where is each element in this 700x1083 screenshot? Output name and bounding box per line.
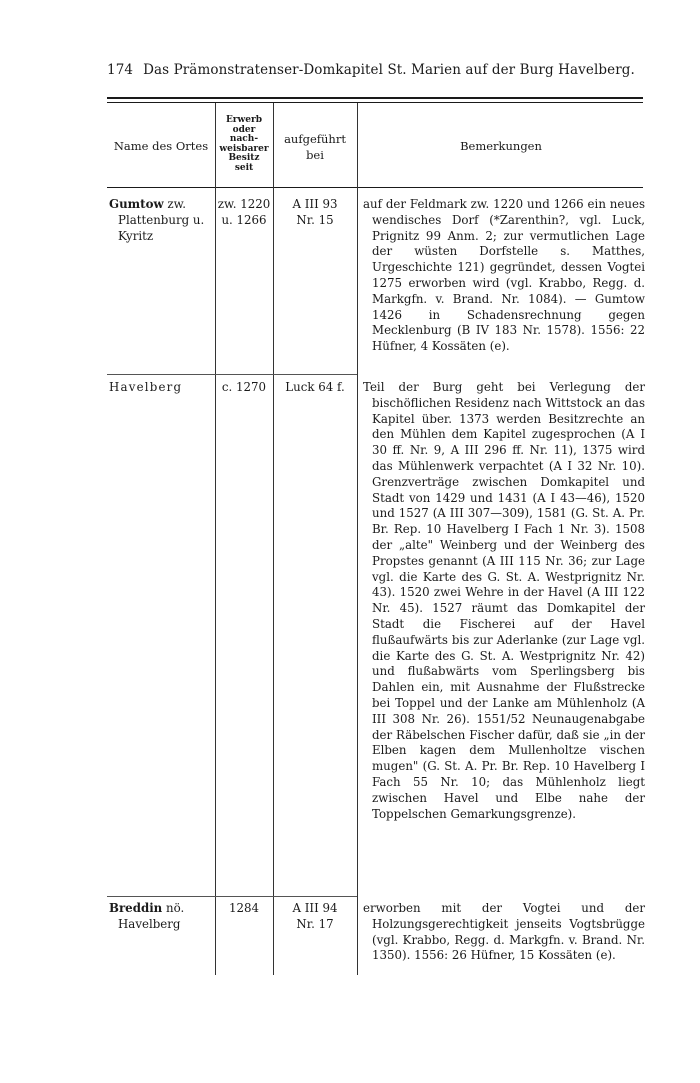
row-gumtow-name [107,197,215,244]
place-location: zw. [163,197,187,211]
row-breddin-aufgefuehrt [273,901,357,933]
row-havelberg-name [109,380,215,396]
reference-value: Nr. 15 [296,212,334,227]
header-aufgefuehrt-line: aufgeführt [284,132,346,146]
header-erwerb [215,116,273,174]
row-gumtow-aufgefuehrt [273,197,357,229]
header-erwerb-line: weisbarer [219,143,269,154]
place-location-line: Havelberg [118,916,181,931]
column-divider-3 [357,103,358,975]
place-name: Gumtow [109,197,164,211]
column-divider-1 [215,103,216,975]
row-gumtow-erwerb [215,197,273,229]
row-breddin-erwerb [215,901,273,917]
page-number: 174 [107,62,134,78]
header-erwerb-line: Erwerb [225,115,263,125]
place-location-line: Kyritz [118,228,154,243]
header-erwerb-line: nach- [229,134,259,145]
row-breddin-name [107,901,215,933]
row-breddin-remarks: erworben mit der Vogtei und der Holzungsgerechtigkeit jenseits Vogtsbrügge (vgl. Krabbo, Regg. d. Markgfn. v. Brand. Nr. 1350). 1556: 26 Hüfner, 15 Kossäten (e). [363,901,645,963]
reference-value: Luck 64 f. [285,380,345,394]
row-gumtow-remarks: auf der Feldmark zw. 1220 und 1266 ein neues wendisches Dorf (*Zarenthin?, vgl. Luck, Prignitz 99 Anm. 2; zur vermutlichen Lage der wüsten Dorfstelle s. Matthes, Urgeschichte 121) gegründet, dessen Vogtei 1275 erworben wird (vgl. Krabbo, Regg. d. Markgfn. v. Brand. Nr. 1084). — Gumtow 1426 in Schadensrechnung gegen Mecklenburg (B IV 183 Nr. 1578). 1556: 22 Hüfner, 4 Kossäten (e). [363,197,645,354]
place-location-line: Plattenburg u. [118,212,205,227]
reference-value: A III 94 [292,901,338,915]
row-separator [215,374,273,375]
erwerb-value: 1284 [228,901,260,915]
place-location: nö. [162,901,185,915]
erwerb-value: zw. 1220 [217,197,271,211]
header-aufgefuehrt [273,131,357,163]
running-head [107,62,647,78]
header-erwerb-line: oder [232,124,256,135]
top-rule-thin [107,102,643,103]
erwerb-value: u. 1266 [221,212,267,227]
erwerb-value: c. 1270 [221,380,267,394]
reference-value: Nr. 17 [296,916,334,931]
row-havelberg-erwerb [215,380,273,396]
header-bottom-rule [107,187,643,188]
row-separator [273,374,357,375]
place-name: Breddin [109,901,163,915]
place-name: Havelberg [109,380,183,394]
header-erwerb-line: seit [234,162,254,173]
header-aufgefuehrt-line: bei [306,148,324,162]
reference-value: A III 93 [292,197,338,211]
row-separator [273,896,357,897]
header-bemerkungen: Bemerkungen [460,139,542,153]
header-erwerb-line: Besitz [228,153,260,164]
row-havelberg-remarks: Teil der Burg geht bei Verlegung der bischöflichen Residenz nach Wittstock an das Kapitel über. 1373 werden Besitzrechte an den Mühlen dem Kapitel zugesprochen (A I 30 ff. Nr. 9, A III 296 ff. Nr. 11), 1375 wird das Mühlenwerk verpachtet (A I 32 Nr. 10). Grenzverträge zwischen Domkapitel und Stadt von 1429 und 1431 (A I 43—46), 1520 und 1527 (A III 307—309), 1581 (G. St. A. Pr. Br. Rep. 10 Havelberg I Fach 1 Nr. 3). 1508 der „alte" Weinberg und der Weinberg des Propstes genannt (A III 115 Nr. 36; zur Lage vgl. die Karte des G. St. A. Westprignitz Nr. 43). 1520 zwei Wehre in der Havel (A III 122 Nr. 45). 1527 räumt das Domkapitel der Stadt die Fischerei auf der Havel flußaufwärts bis zur Aderlanke (zur Lage vgl. die Karte des G. St. A. Westprignitz Nr. 42) und flußabwärts vom Sperlingsberg bis Dahlen ein, mit Ausnahme der Flußstrecke bei Toppel und der Lanke am Mühlenholz (A III 308 Nr. 26). 1551/52 Neunaugenabgabe der Räbelschen Fischer dafür, daß sie „in der Elben kagen dem Mullenholtze vischen mugen" (G. St. A. Pr. Br. Rep. 10 Havelberg I Fach 55 Nr. 10; das Mühlenholz liegt zwischen Havel und Elbe nahe der Toppelschen Gemarkungsgrenze). [363,380,645,821]
column-divider-2 [273,103,274,975]
row-separator [107,896,215,897]
top-rule-thick [107,97,643,99]
row-separator [215,896,273,897]
header-name-des-ortes: Name des Ortes [113,139,209,153]
running-head-title: Das Prämonstratenser-Domkapitel St. Marien auf der Burg Havelberg. [143,62,635,78]
row-separator [107,374,215,375]
row-havelberg-aufgefuehrt [273,380,357,396]
